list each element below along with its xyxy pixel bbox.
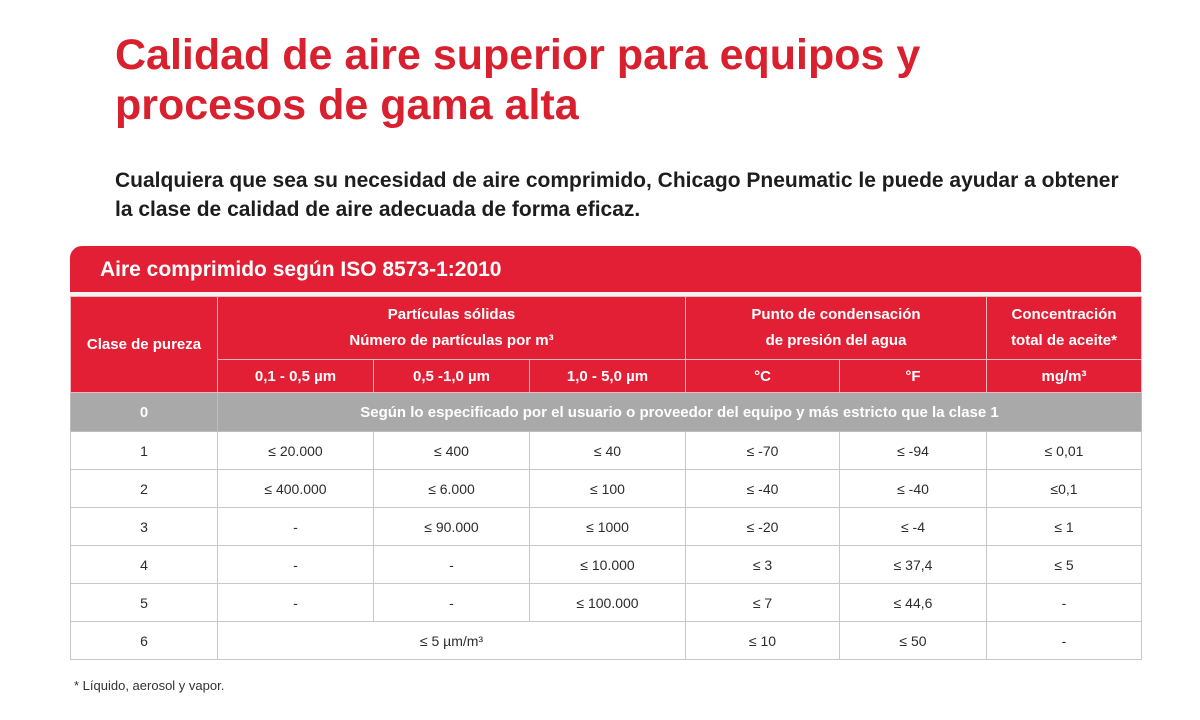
cell: 4 [71,546,218,584]
cell: - [987,584,1142,622]
header-unit: mg/m³ [987,360,1142,393]
cell: ≤ 100 [530,470,686,508]
intro-text: Cualquiera que sea su necesidad de aire comprimido, Chicago Pneumatic le puede ayudar a obtener la clase de calidad de aire adecuada de forma eficaz. [115,169,1119,221]
iso-purity-table [70,296,1142,660]
table-row-class-0 [71,393,1142,432]
cell: - [374,584,530,622]
cell: 5 [71,584,218,622]
page-title: Calidad de aire superior para equipos y procesos de gama alta [115,31,921,129]
cell-class-6-particles: ≤ 5 µm/m³ [218,622,686,660]
cell: ≤ 6.000 [374,470,530,508]
table-row [71,584,1142,622]
cell: ≤ -4 [840,508,987,546]
cell: - [218,546,374,584]
header-size-1: 0,1 - 0,5 µm [218,360,374,393]
cell: ≤ 50 [840,622,987,660]
cell: ≤ -40 [686,470,840,508]
cell: ≤ 37,4 [840,546,987,584]
cell: ≤ 1000 [530,508,686,546]
table-row [71,546,1142,584]
cell: ≤ 7 [686,584,840,622]
cell: - [218,508,374,546]
cell: ≤ 10.000 [530,546,686,584]
cell: ≤ 10 [686,622,840,660]
cell: ≤ 400 [374,432,530,470]
header-particulas: Partículas sólidas Número de partículas por m³ [218,297,686,360]
cell: ≤ 0,01 [987,432,1142,470]
air-quality-table-panel [70,246,1141,660]
cell: 1 [71,432,218,470]
cell-class-0-note: Según lo especificado por el usuario o proveedor del equipo y más estricto que la clase 1 [218,393,1142,432]
header-concentracion: Concentración total de aceite* [987,297,1142,360]
cell: ≤ 400.000 [218,470,374,508]
cell: ≤ 3 [686,546,840,584]
header-size-2: 0,5 -1,0 µm [374,360,530,393]
table-banner: Aire comprimido según ISO 8573-1:2010 [70,246,1141,296]
table-row [71,508,1142,546]
cell: 2 [71,470,218,508]
cell: - [987,622,1142,660]
cell: - [218,584,374,622]
cell: ≤0,1 [987,470,1142,508]
cell: 3 [71,508,218,546]
cell: ≤ 1 [987,508,1142,546]
cell: ≤ 5 [987,546,1142,584]
cell: ≤ 44,6 [840,584,987,622]
header-clase: Clase de pureza [71,297,218,393]
cell: ≤ -20 [686,508,840,546]
cell: ≤ 20.000 [218,432,374,470]
header-fahrenheit: °F [840,360,987,393]
cell: ≤ 90.000 [374,508,530,546]
cell: ≤ -70 [686,432,840,470]
cell: ≤ -94 [840,432,987,470]
cell: ≤ 100.000 [530,584,686,622]
cell: ≤ 40 [530,432,686,470]
cell: - [374,546,530,584]
header-size-3: 1,0 - 5,0 µm [530,360,686,393]
table-row [71,432,1142,470]
table-row-class-6 [71,622,1142,660]
header-punto-condensacion: Punto de condensación de presión del agua [686,297,987,360]
footnote: * Líquido, aerosol y vapor. [74,678,225,693]
cell-clase: 0 [71,393,218,432]
cell: ≤ -40 [840,470,987,508]
header-celsius: °C [686,360,840,393]
table-row [71,470,1142,508]
cell: 6 [71,622,218,660]
